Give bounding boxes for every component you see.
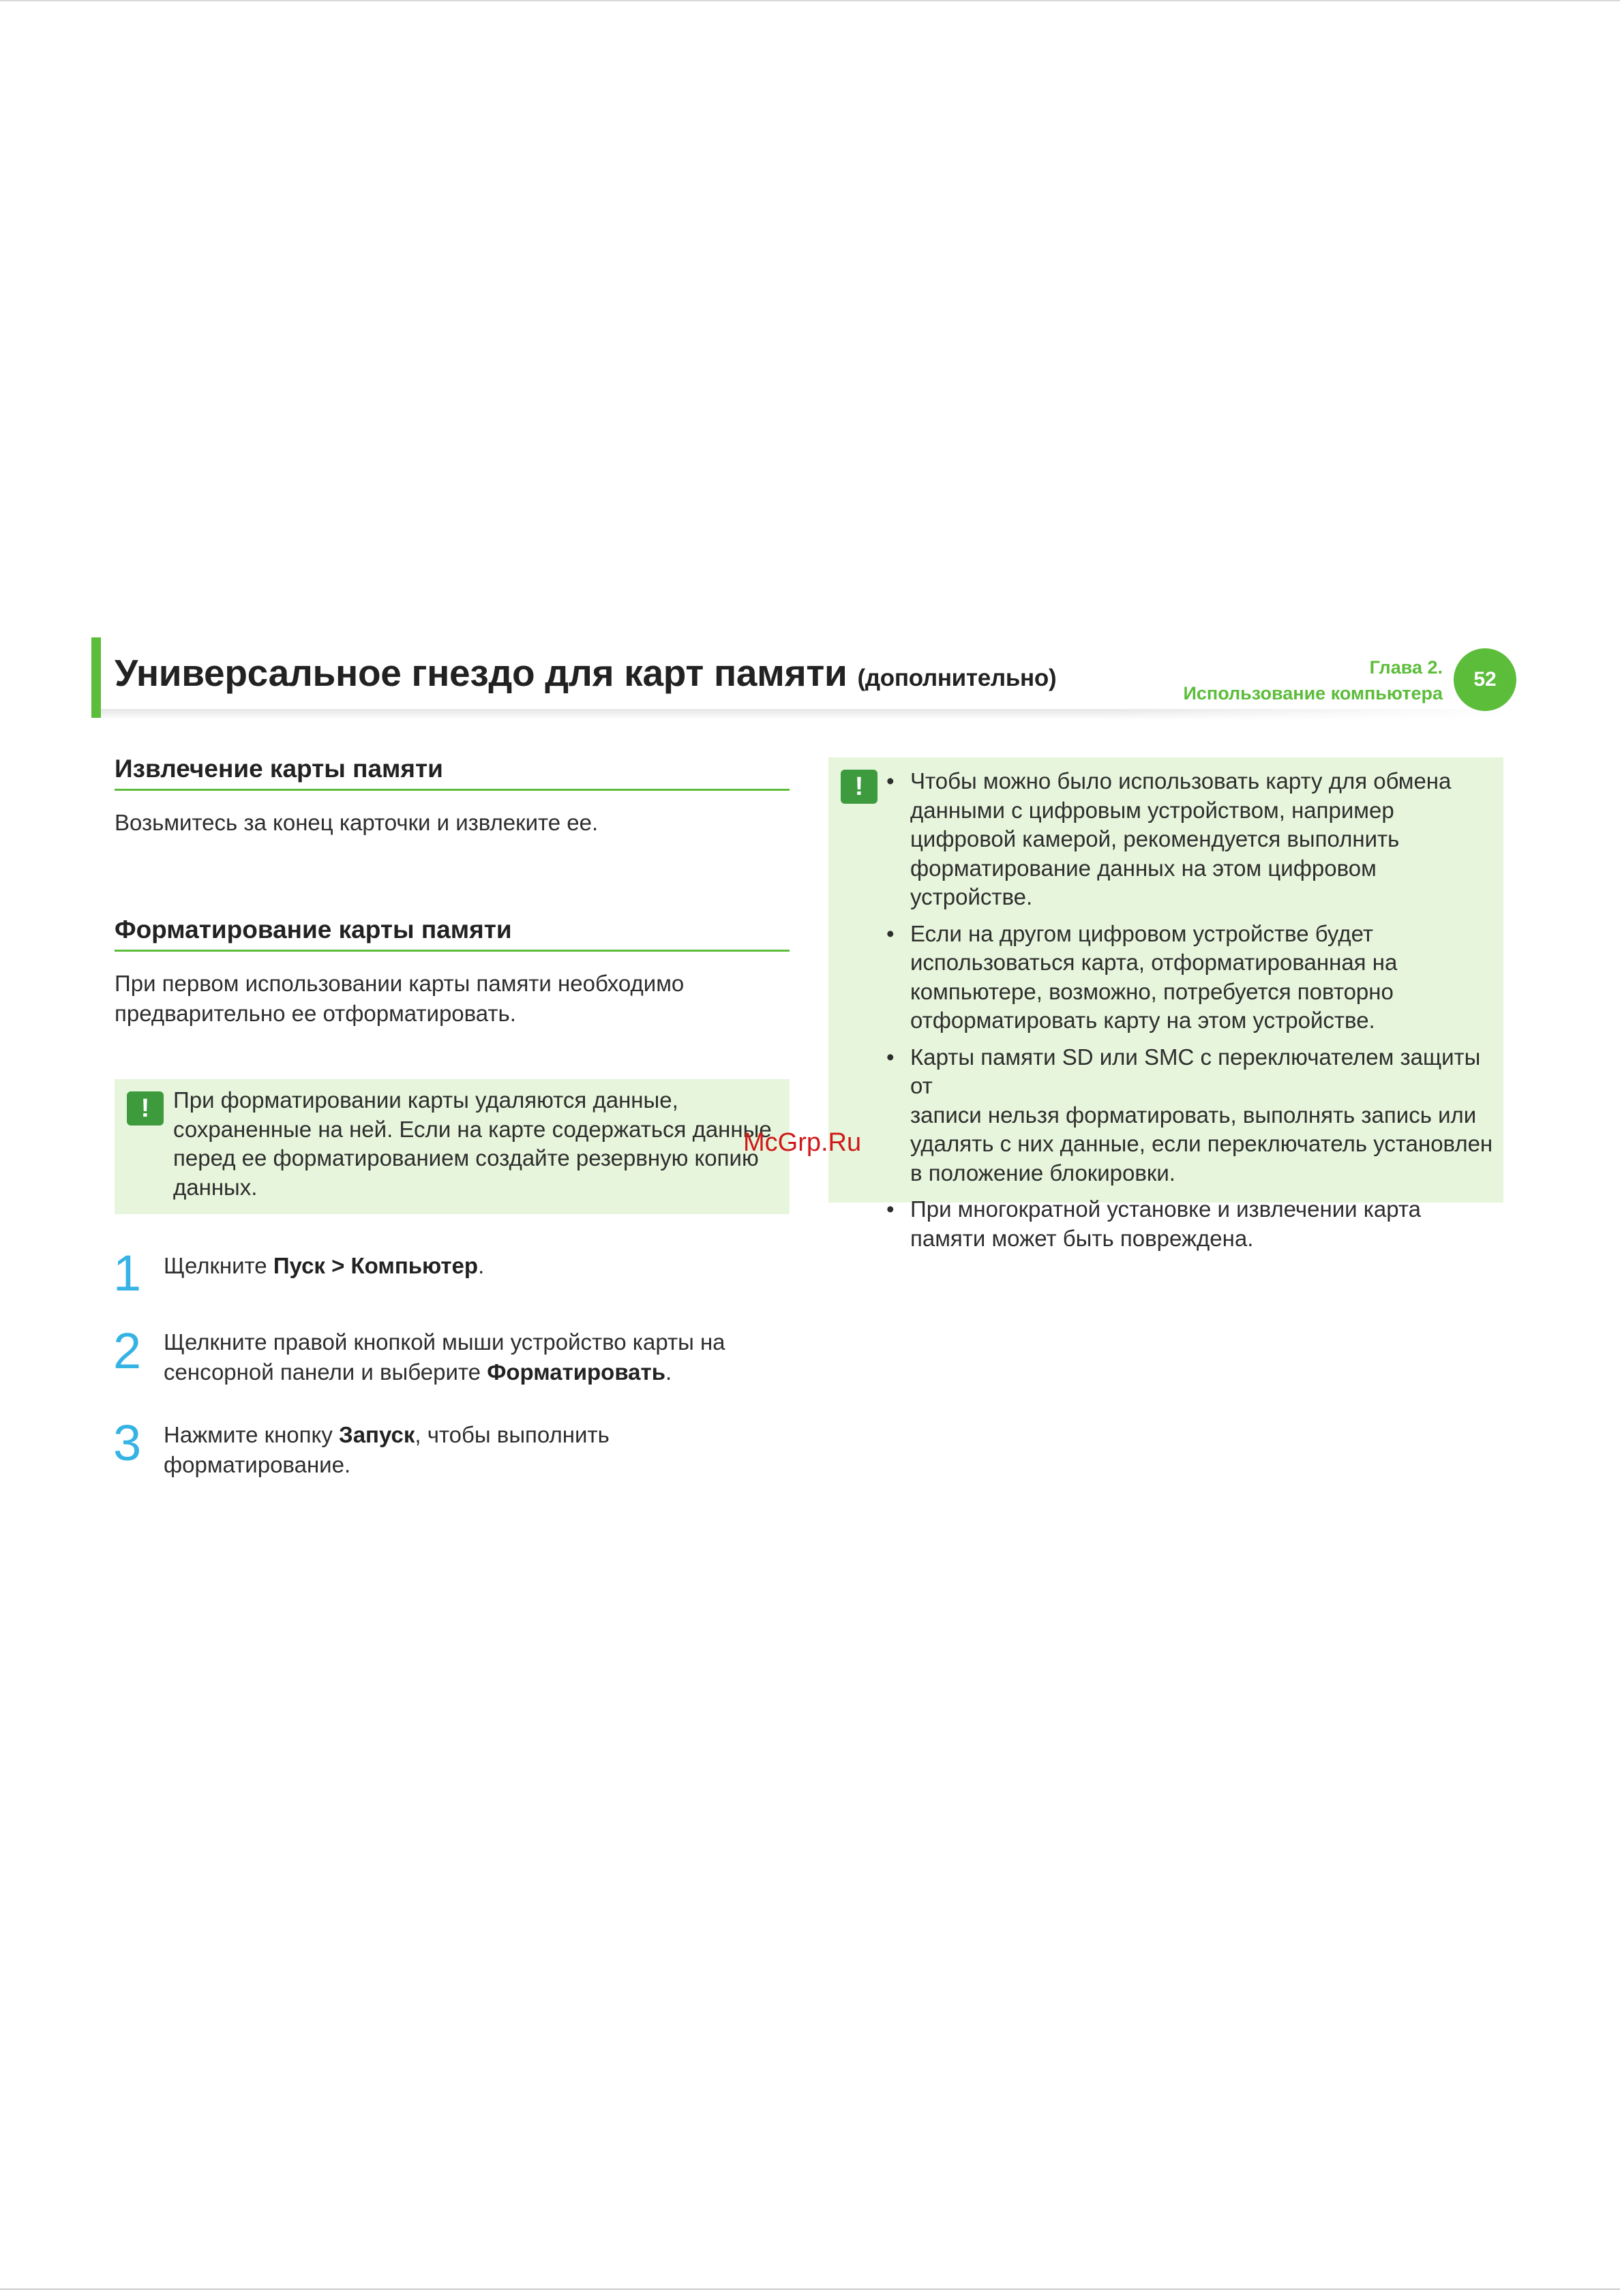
notes-list (886, 767, 1500, 1260)
page-number: 52 (1473, 668, 1497, 691)
section-text-remove: Возьмитесь за конец карточки и извлеките ее. (115, 810, 599, 835)
list-item: • Карты памяти SD или SMC с переключателем защиты от записи нельзя форматировать, выполнять запись или удалять с них данные, если переключатель установлен в положение блокировки. (886, 1044, 1493, 1185)
chapter-number: Глава 2. (1369, 657, 1443, 678)
watermark: McGrp.Ru (743, 1128, 862, 1157)
page-title (115, 651, 1056, 695)
warning-icon: ! (841, 770, 877, 804)
list-item: • Если на другом цифровом устройстве будет использоваться карта, отформатированная на компьютере, возможно, потребуется повторно отформатировать карту на этом устройстве. (886, 920, 1398, 1033)
section-heading-remove: Извлечение карты памяти (115, 755, 443, 783)
section-rule-format (115, 950, 790, 952)
step-text: Нажмите кнопку Запуск, чтобы выполнить форматирование. (164, 1422, 610, 1477)
header-accent-bar (91, 637, 101, 718)
bottom-border (0, 2289, 1620, 2290)
step-number: 2 (113, 1323, 142, 1379)
section-heading-format: Форматирование карты памяти (115, 916, 512, 943)
section-rule-remove (115, 789, 790, 791)
caution-text: При форматировании карты удаляются данные, сохраненные на ней. Если на карте содержаться данные перед ее форматированием создайте резервную копию данных. (173, 1087, 772, 1200)
caution-box (115, 1079, 790, 1214)
chapter-label (1183, 654, 1443, 706)
section-text-format: При первом использовании карты памяти необходимо предварительно ее отформатировать. (115, 971, 685, 1026)
page-title-main: Универсальное гнездо для карт памяти (115, 652, 847, 694)
page-number-badge (1454, 648, 1516, 711)
top-border (0, 0, 1620, 1)
warning-icon: ! (127, 1091, 164, 1126)
step-text: Щелкните правой кнопкой мыши устройство карты на сенсорной панели и выберите Форматировать. (164, 1329, 725, 1385)
step-number: 3 (113, 1415, 142, 1471)
list-item: • При многократной установке и извлечении карта памяти может быть повреждена. (886, 1196, 1421, 1251)
list-item: • Чтобы можно было использовать карту для обмена данными с цифровым устройством, например цифровой камерой, рекомендуется выполнить форматирование данных на этом цифровом устройстве. (886, 768, 1452, 909)
page-title-subtitle: (дополнительно) (857, 665, 1057, 691)
chapter-name: Использование компьютера (1183, 683, 1443, 704)
step-text: Щелкните Пуск > Компьютер. (164, 1253, 485, 1278)
step-number: 1 (113, 1245, 142, 1301)
